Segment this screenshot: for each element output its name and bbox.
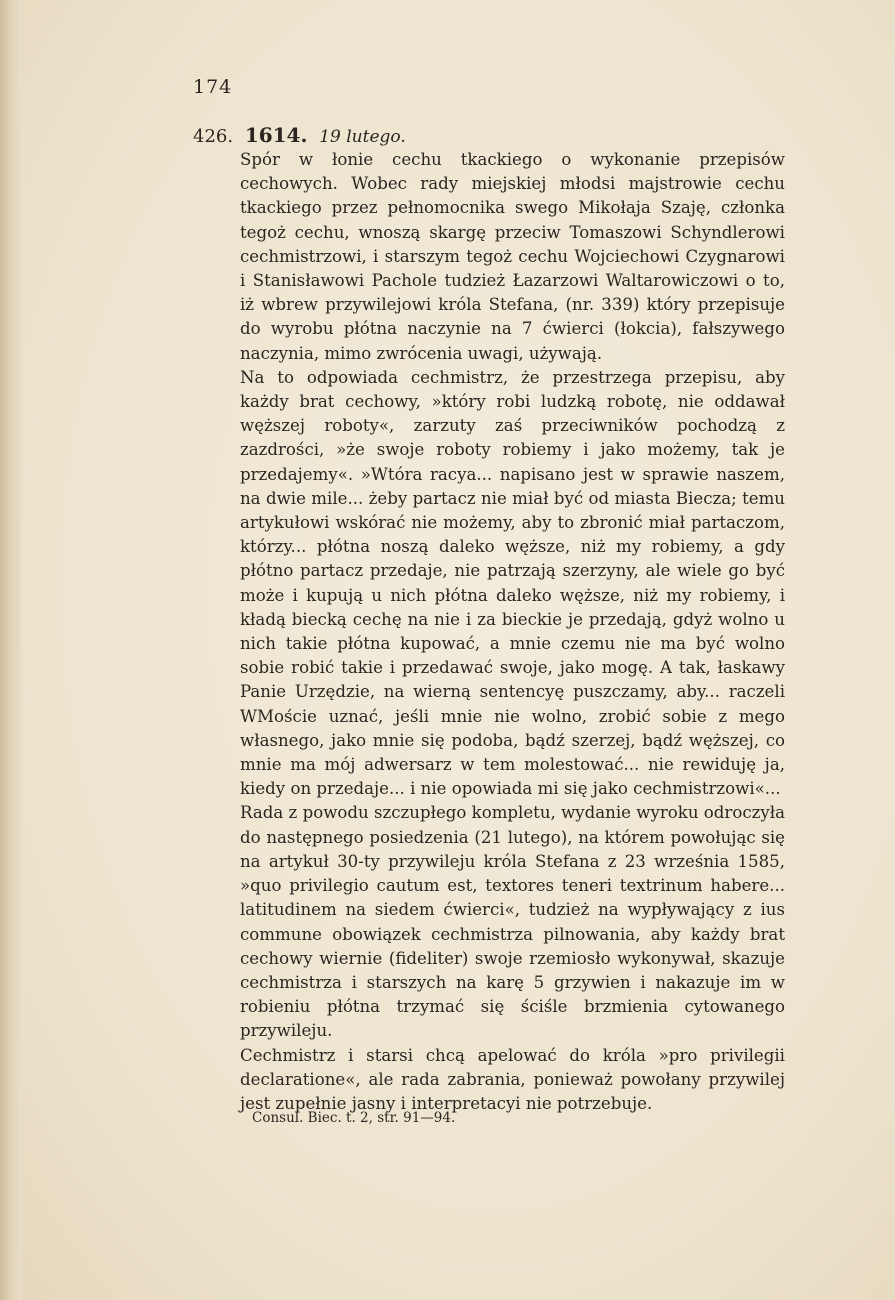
binding-edge <box>0 0 22 1300</box>
paragraph-2: Na to odpowiada cechmistrz, że przestrzega przepisu, aby każdy brat cechowy, »który robi ludzką robotę, nie oddawał węższej roboty«, zarzuty zaś przeciwników pochodzą z zazdrości, »że swoje roboty robiemy i jako możemy, tak je przedajemy«. »Wtóra racya... napisano jest w sprawie naszem, na dwie mile... żeby partacz nie miał być od miasta Biecza; temu artykułowi wskórać nie możemy, aby to zbronić miał partaczom, którzy... płótna noszą daleko węższe, niż my robiemy, a gdy płótno partacz przedaje, nie patrzają szerzyny, ale wiele go być może i kupują u nich płótna daleko węższe, niż my robiemy, i kładą biecką cechę na nie i za bieckie je przedają, gdyż wolno u nich takie płótna kupować, a mnie czemu nie ma być wolno sobie robić takie i przedawać swoje, jako mogę. A tak, łaskawy Panie Urzędzie, na wierną sentencyę puszczamy, aby... raczeli WMoście uznać, jeśli mnie nie wolno, zrobić sobie z mego własnego, jako mnie się podoba, bądź szerzej, bądź węższej, co mnie ma mój adwersarz w tem molestować... nie rewiduję ja, kiedy on przedaje... i nie opowiada mi się jako cechmistrzowi«... <box>240 367 785 799</box>
entry-body <box>240 148 785 1116</box>
paragraph-3: Rada z powodu szczupłego kompletu, wydanie wyroku odroczyła do następnego posiedzenia (21 lutego), na którem powołując się na artykuł 30-ty przywileju króla Stefana z 23 września 1585, »quo privilegio cautum est, textores teneri textrinum habere... latitudinem na siedem ćwierci«, tudzież na wypływający z ius commune obowiązek cechmistrza pilnowania, aby każdy brat cechowy wiernie (fideliter) swoje rzemiosło wykonywał, skazuje cechmistrza i starszych na karę 5 grzywien i nakazuje im w robieniu płótna trzymać się ściśle brzmienia cytowanego przywileju. <box>240 803 786 1041</box>
entry-header <box>193 123 406 147</box>
page-number: 174 <box>193 76 233 98</box>
entry-date: 19 lutego. <box>319 127 406 147</box>
entry-number: 426. <box>193 126 234 147</box>
paragraph-4: Cechmistrz i starsi chcą apelować do króla »pro privilegii declaratione«, ale rada zabrania, ponieważ powołany przywilej jest zupełnie jasny i interpretacyi nie potrzebuje. <box>240 1045 785 1113</box>
source-citation: Consul. Biec. t. 2, str. 91—94. <box>252 1110 456 1126</box>
entry-year: 1614. <box>244 123 308 147</box>
paragraph-1: Spór w łonie cechu tkackiego o wykonanie przepisów cechowych. Wobec rady miejskiej młodsi majstrowie cechu tkackiego przez pełnomocnika swego Mikołaja Szaję, członka tegoż cechu, wnoszą skargę przeciw Tomaszowi Schyndlerowi cechmistrzowi, i starszym tegoż cechu Wojciechowi Czygnarowi i Stanisławowi Pachole tudzież Łazarzowi Waltarowiczowi o to, iż wbrew przywilejowi króla Stefana, (nr. 339) który przepisuje do wyrobu płótna naczynie na 7 ćwierci (łokcia), fałszywego naczynia, mimo zwrócenia uwagi, używają. <box>240 150 785 363</box>
